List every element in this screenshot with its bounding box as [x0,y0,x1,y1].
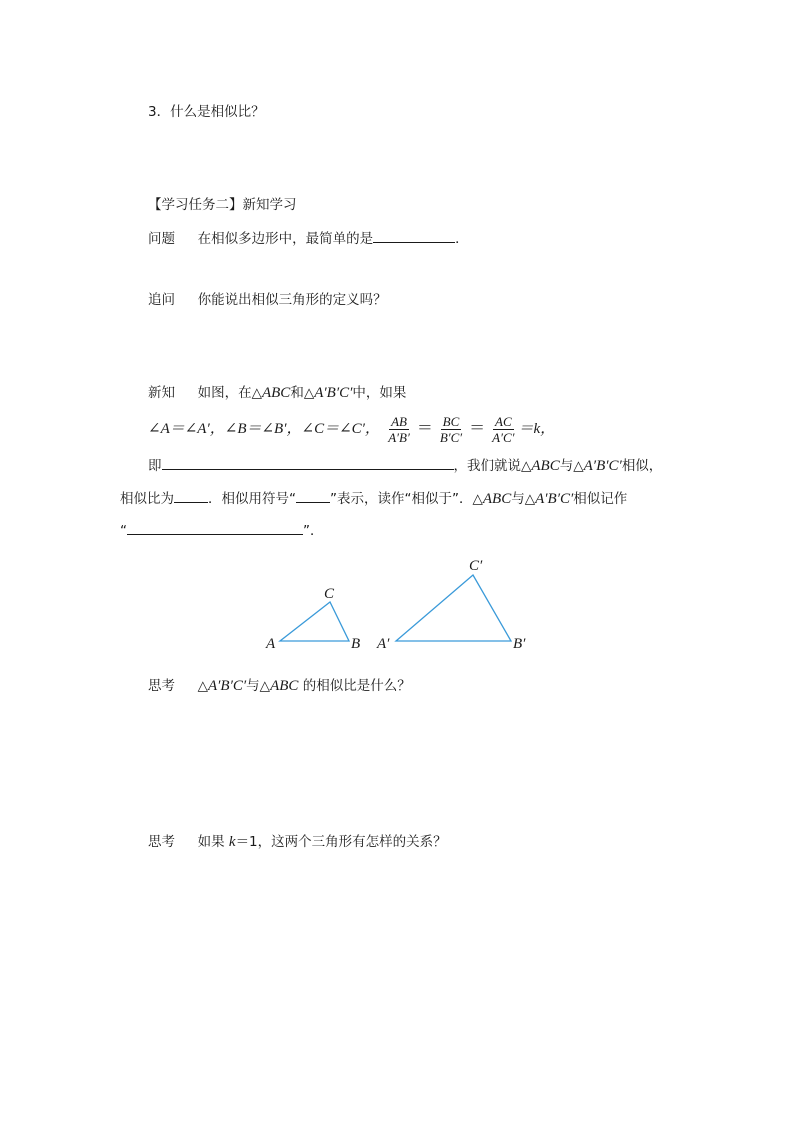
angle-c-equal: ∠C＝∠C′， [301,421,380,437]
triangle-abc: ABC [531,458,560,474]
equals-sign: ＝ [469,420,486,437]
ji-text: 即 [148,458,162,474]
vertex-a: A [266,636,276,652]
vertex-b-prime: B′ [513,636,526,652]
angle-b-equal: ∠B＝∠B′， [224,421,302,437]
triangle-abc-prime-shape [396,575,511,641]
vertex-a-prime: A′ [377,636,390,652]
think-1-t3: 与△ [246,678,271,694]
line4-text-5: 相似记作 [573,491,628,507]
fraction-ac-num: AC [495,413,512,429]
followup-label: 追问 [148,292,175,308]
newknow-intro-2: 和△ [290,385,315,401]
think-1-label: 思考 [148,678,175,694]
fraction-bc-den: B′C′ [439,429,463,445]
triangle-abc-prime: A′B′C′ [535,491,574,507]
angle-a-equal: ∠A＝∠A′， [148,421,225,437]
triangle-abc-prime: A′B′C′ [314,385,353,401]
newknow-label: 新知 [148,385,175,401]
fraction-ab-den: A′B′ [388,429,410,445]
think-1-triangle-prime: A′B′C′ [207,678,247,694]
fraction-ab-num: AB [391,413,407,429]
ratio-k: ＝k， [518,421,556,437]
task-header-text: 【学习任务二】新知学习 [148,197,297,213]
vertex-c: C [324,586,335,602]
think-1-triangle: ABC [270,678,299,694]
question-3-text: 3．什么是相似比？ [148,104,265,120]
vertex-c-prime: C′ [469,558,483,574]
equals-sign: ＝ [416,420,433,437]
think-2-t3: ＝1，这两个三角形有怎样的关系？ [235,834,447,850]
line3-tail-3: 相似， [621,458,663,474]
think-2-line [148,832,447,852]
think-1-t1: △ [197,678,208,694]
question-label: 问题 [148,231,175,247]
line4-text-1: 相似比为 [120,491,174,507]
question-text: 在相似多边形中，最简单的是 [197,231,374,247]
fraction-ac-den: A′C′ [492,429,515,445]
think-1-t5: 的相似比是什么？ [298,678,411,694]
newknow-intro-3: 中，如果 [352,385,407,401]
fraction-bc-num: BC [442,413,460,429]
followup-text: 你能说出相似三角形的定义吗？ [197,292,387,308]
think-2-t1: 如果 [197,834,229,850]
think-2-k: k [228,834,236,850]
triangle-abc: ABC [482,491,512,507]
line4-text-4: 与△ [511,491,536,507]
think-1-line [148,676,411,696]
newknow-intro-1: 如图，在△ [197,385,262,401]
open-quote: “ [120,523,127,539]
line4-text-2: ．相似用符号“ [208,491,296,507]
question-end: ． [455,231,469,247]
line3-tail-1: ，我们就说△ [453,458,532,474]
think-2-label: 思考 [148,834,175,850]
line4-text-3: ”表示，读作“相似于”．△ [330,491,483,507]
line3-tail-2: 与△ [559,458,584,474]
triangle-abc: ABC [261,385,291,401]
triangle-abc-prime: A′B′C′ [583,458,622,474]
close-quote: ”． [303,523,324,539]
vertex-b: B [351,636,361,652]
triangle-abc-shape [280,602,349,641]
